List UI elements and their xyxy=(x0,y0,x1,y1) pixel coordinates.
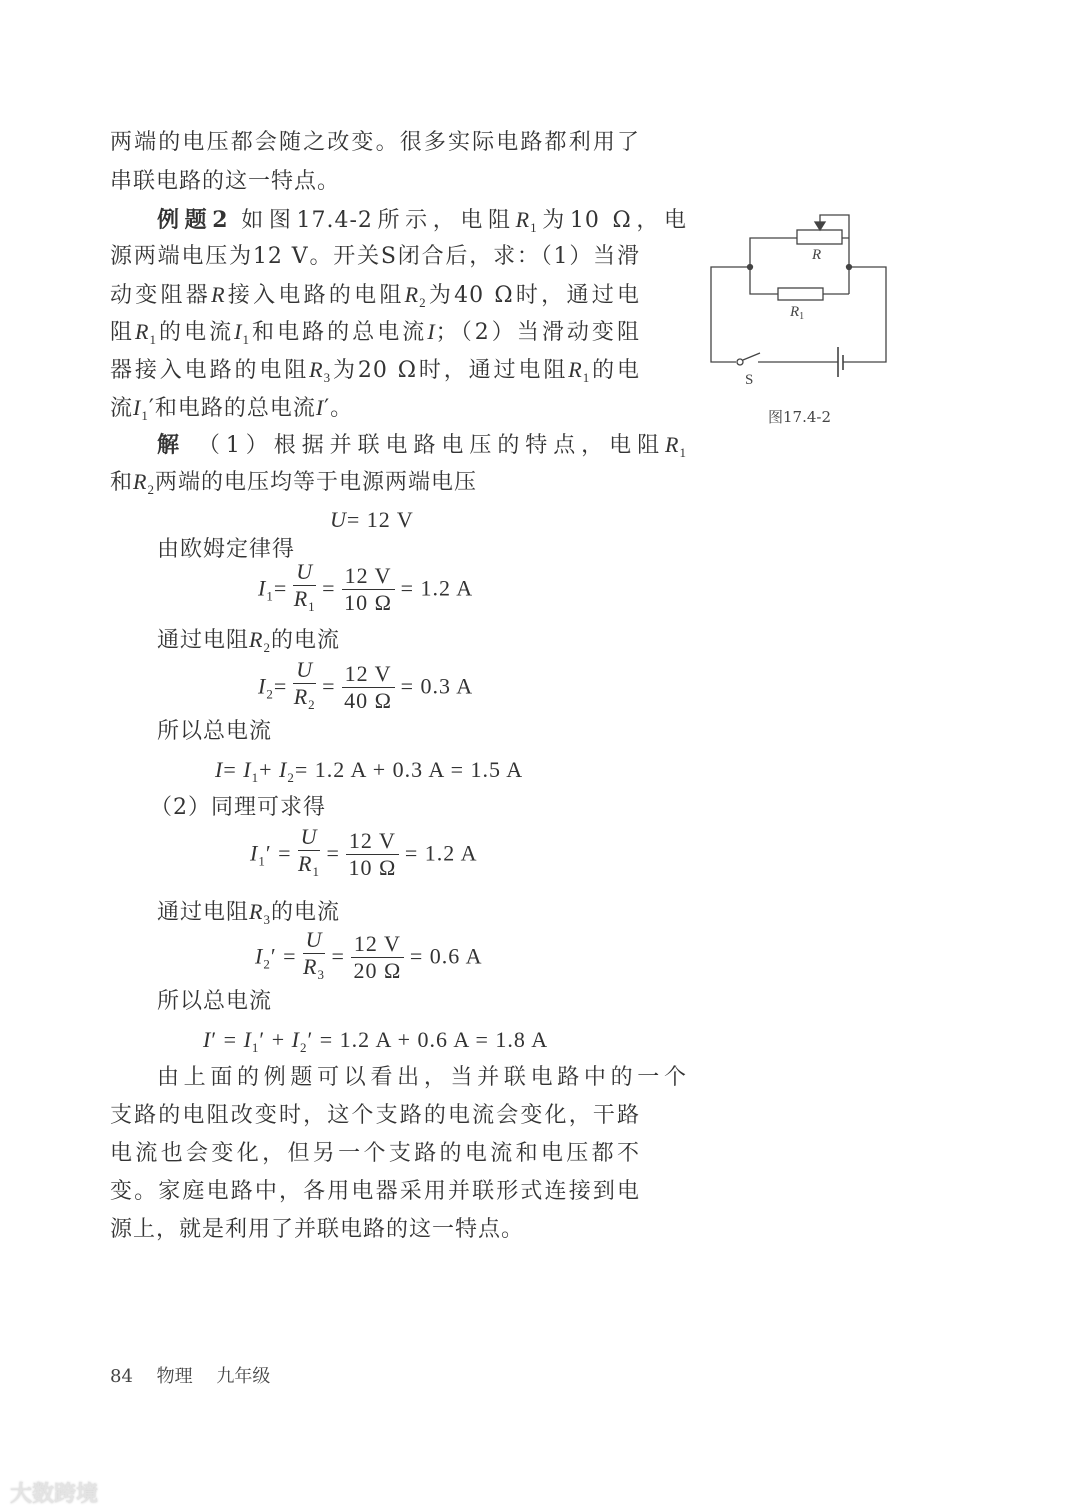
variable: R xyxy=(404,282,420,307)
text-line xyxy=(110,1101,640,1131)
subscript: 1 xyxy=(242,332,250,347)
variable: U xyxy=(330,507,347,532)
subscript: 2 xyxy=(419,295,427,310)
subscript: 1 xyxy=(312,864,320,879)
text-run: = xyxy=(326,840,340,866)
text-line xyxy=(150,793,326,823)
figure-caption: 图17.4-2 xyxy=(768,408,832,426)
battery-icon xyxy=(838,347,843,377)
subscript: 2 xyxy=(308,697,316,712)
text-run: 支路的电阻改变时，这个支路的电流会变化，干路 xyxy=(110,1103,640,1128)
text-run: 的电流 xyxy=(270,628,340,653)
page-number: 84 xyxy=(110,1366,133,1387)
slider-arrow-icon xyxy=(815,222,825,230)
text-run: 12 V xyxy=(353,931,401,956)
subscript: 1 xyxy=(266,588,274,604)
variable: R xyxy=(133,469,148,494)
denominator xyxy=(294,586,316,620)
text-line xyxy=(157,1063,687,1093)
text-run: ′。 xyxy=(324,396,354,421)
variable: R xyxy=(515,207,531,232)
variable: I xyxy=(243,757,252,782)
variable: I xyxy=(315,395,325,420)
text-run: 为10 Ω，电 xyxy=(537,208,687,233)
variable: I xyxy=(133,395,142,420)
variable: I xyxy=(279,757,288,782)
text-run: = 12 V xyxy=(346,507,414,532)
text-run: 10 Ω xyxy=(344,590,392,615)
numerator xyxy=(342,563,395,590)
text-run: = xyxy=(223,757,244,782)
text-run: 和电路的总电流 xyxy=(250,320,428,345)
denominator xyxy=(303,954,325,988)
rheostat-R xyxy=(797,230,842,244)
text-line xyxy=(255,927,482,988)
variable: U xyxy=(300,824,318,849)
fraction xyxy=(303,927,326,988)
text-line xyxy=(110,1139,640,1169)
text-line xyxy=(110,467,477,505)
text-run: ′ = xyxy=(265,840,292,866)
text-line xyxy=(110,1177,640,1207)
numerator xyxy=(293,559,316,586)
text-run: 的电 xyxy=(590,358,640,383)
text-run: 解 xyxy=(157,432,185,458)
fraction xyxy=(298,824,321,885)
page-footer xyxy=(110,1362,288,1388)
subscript: 2 xyxy=(263,640,271,655)
text-run: = 1.2 A xyxy=(400,575,474,601)
text-line xyxy=(250,824,477,885)
subscript: 3 xyxy=(317,967,325,982)
variable: R xyxy=(249,627,264,652)
numerator xyxy=(293,657,316,684)
text-run: 例题2 xyxy=(157,207,229,233)
subscript: 1 xyxy=(149,332,157,347)
variable: R xyxy=(665,432,680,457)
variable: R xyxy=(309,357,324,382)
variable: I xyxy=(255,943,264,969)
text-run: 所以总电流 xyxy=(157,989,273,1014)
variable: R xyxy=(298,851,313,876)
text-run: 所以总电流 xyxy=(157,719,273,744)
text-run: 两端的电压均等于电源两端电压 xyxy=(154,470,477,495)
text-run: ′ = xyxy=(211,1027,244,1052)
text-run: 串联电路的这一特点。 xyxy=(110,169,341,194)
subscript: 2 xyxy=(299,1040,308,1055)
text-run: = xyxy=(273,575,288,601)
text-run: 电流也会变化，但另一个支路的电流和电压都不 xyxy=(110,1141,640,1166)
subscript: 2 xyxy=(147,482,155,497)
text-run: （2）同理可求得 xyxy=(150,795,326,820)
variable: U xyxy=(296,657,314,682)
numerator xyxy=(351,931,404,958)
variable: I xyxy=(291,1027,300,1052)
text-line xyxy=(157,987,272,1017)
fraction xyxy=(342,563,395,616)
text-run: = xyxy=(273,673,288,699)
variable: R xyxy=(293,684,309,709)
switch-S xyxy=(737,359,743,365)
text-run: 通过电阻 xyxy=(157,900,250,925)
subscript: 2 xyxy=(266,686,274,702)
text-line xyxy=(258,657,473,718)
variable: I xyxy=(215,757,224,782)
subject: 物理 xyxy=(156,1366,193,1387)
variable: I xyxy=(203,1027,212,1052)
text-line xyxy=(110,1215,524,1245)
text-run: = xyxy=(322,575,336,601)
subscript: 1 xyxy=(679,445,687,460)
subscript: 1 xyxy=(582,370,591,385)
subscript: 2 xyxy=(287,770,295,785)
denominator xyxy=(344,688,392,714)
denominator xyxy=(298,851,320,885)
text-run: = 0.6 A xyxy=(409,943,483,969)
text-run: 的电流 xyxy=(157,320,235,345)
text-run: = 0.3 A xyxy=(400,673,474,699)
numerator xyxy=(346,828,399,855)
subscript: 1 xyxy=(141,408,149,423)
text-run: 40 Ω xyxy=(344,688,392,713)
text-run: 流 xyxy=(110,396,134,421)
variable: R xyxy=(568,357,583,382)
text-run: （1）根据并联电路电压的特点，电阻 xyxy=(184,433,666,458)
text-run: ′和电路的总电流 xyxy=(148,396,316,421)
denominator xyxy=(353,958,401,984)
text-run: 12 V xyxy=(344,563,392,588)
text-run: = xyxy=(331,943,345,969)
subscript: 1 xyxy=(530,220,538,235)
fraction xyxy=(342,661,395,714)
text-run: 10 Ω xyxy=(348,855,397,880)
label-R1: $R_1$ xyxy=(790,304,805,322)
variable: I xyxy=(250,840,259,866)
variable: R xyxy=(293,586,309,611)
subscript: 1 xyxy=(251,770,260,785)
label-R: R xyxy=(812,247,822,263)
subscript: 2 xyxy=(263,956,271,972)
text-run: 源两端电压为12 V。开关S闭合后，求：（1）当滑 xyxy=(110,244,640,269)
text-run: = 1.2 A + 0.3 A = 1.5 A xyxy=(294,757,524,782)
text-run: 为40 Ω时，通过电 xyxy=(426,283,640,308)
subscript: 1 xyxy=(308,599,316,614)
variable: R xyxy=(303,954,318,979)
text-run: 如图17.4-2所示，电阻 xyxy=(228,208,516,233)
text-run: 两端的电压都会随之改变。很多实际电路都利用了 xyxy=(110,130,640,155)
text-run: 变。家庭电路中，各用电器采用并联形式连接到电 xyxy=(110,1179,640,1204)
text-line xyxy=(157,717,272,747)
fraction xyxy=(351,931,404,984)
subscript: 1 xyxy=(251,1040,260,1055)
numerator xyxy=(342,661,395,688)
text-run: 和 xyxy=(110,470,134,495)
text-run: 阻 xyxy=(110,320,136,345)
text-run: 源上，就是利用了并联电路的这一特点。 xyxy=(110,1217,525,1242)
grade: 九年级 xyxy=(216,1366,271,1387)
fraction xyxy=(346,828,399,881)
subscript: 3 xyxy=(323,370,332,385)
variable: I xyxy=(427,319,436,344)
variable: I xyxy=(258,575,267,601)
text-run: 接入电路的电阻 xyxy=(225,283,405,308)
denominator xyxy=(294,684,316,718)
resistor-R1 xyxy=(778,288,823,300)
text-run: 为20 Ω时，通过电阻 xyxy=(331,358,569,383)
text-line xyxy=(330,505,414,536)
numerator xyxy=(298,824,321,851)
text-run: 通过电阻 xyxy=(157,628,250,653)
text-run: ′ = xyxy=(270,943,297,969)
circuit-diagram xyxy=(0,0,1080,440)
watermark: 大数跨境 xyxy=(10,1482,99,1507)
subscript: 1 xyxy=(258,853,266,869)
variable: U xyxy=(305,927,323,952)
text-run: = 1.2 A xyxy=(404,840,478,866)
text-run: + xyxy=(259,757,279,782)
variable: I xyxy=(243,1027,252,1052)
numerator xyxy=(303,927,326,954)
text-run: 的电流 xyxy=(270,900,340,925)
text-run: 由上面的例题可以看出，当并联电路中的一个 xyxy=(157,1065,687,1090)
variable: R xyxy=(249,899,264,924)
denominator xyxy=(348,855,396,881)
text-run: 器接入电路的电阻 xyxy=(110,358,310,383)
denominator xyxy=(344,590,392,616)
text-run: 12 V xyxy=(344,661,392,686)
text-run: 20 Ω xyxy=(353,958,402,983)
text-run: ′ = 1.2 A + 0.6 A = 1.8 A xyxy=(307,1027,549,1052)
text-line xyxy=(203,1025,548,1063)
text-line xyxy=(215,755,523,793)
text-run: = xyxy=(322,673,336,699)
text-line xyxy=(258,559,473,620)
fraction xyxy=(293,657,316,718)
label-S: S xyxy=(745,372,754,388)
text-run: ；（2）当滑动变阻 xyxy=(435,320,640,345)
text-run: ′ + xyxy=(259,1027,292,1052)
fraction xyxy=(293,559,316,620)
variable: I xyxy=(258,673,267,699)
text-run: 12 V xyxy=(348,828,396,853)
variable: U xyxy=(296,559,314,584)
text-run: 动变阻器 xyxy=(110,283,212,308)
variable: R xyxy=(135,319,150,344)
variable: R xyxy=(211,282,226,307)
subscript: 3 xyxy=(263,912,271,927)
text-run: 由欧姆定律得 xyxy=(157,537,296,562)
variable: I xyxy=(234,319,243,344)
